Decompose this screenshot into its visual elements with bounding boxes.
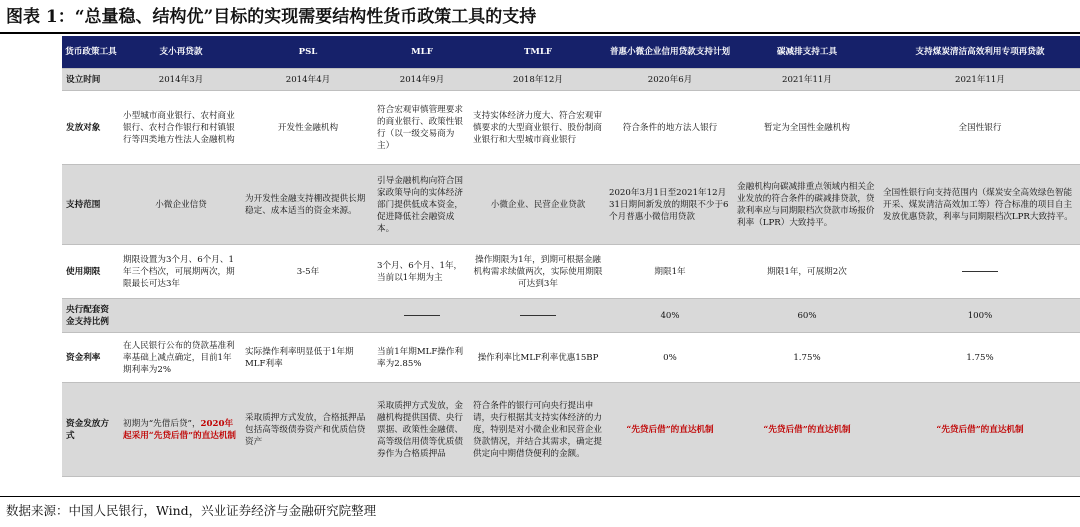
- table-cell: 2014年9月: [374, 69, 470, 91]
- header-psl: PSL: [242, 36, 374, 69]
- title-rule: [0, 32, 1080, 34]
- table-cell: 2021年11月: [880, 69, 1080, 91]
- fund-first-red-text: 2020年起采用“先贷后借”的直达机制: [123, 418, 237, 441]
- table-row: [62, 91, 1080, 165]
- table-row: [62, 299, 1080, 333]
- header-carbon-tool: 碳减排支持工具: [734, 36, 880, 69]
- table-cell: 3个月、6个月、1年，当前以1年期为主: [374, 245, 470, 299]
- table-cell: 1.75%: [734, 333, 880, 383]
- row-label: 设立时间: [62, 69, 120, 91]
- table-cell: 期限设置为3个月、6个月、1年三个档次，可展期两次，期限最长可达3年: [120, 245, 242, 299]
- table-cell: 60%: [734, 299, 880, 333]
- table-cell: 2020年6月: [606, 69, 734, 91]
- table-cell: 1.75%: [880, 333, 1080, 383]
- table-cell: “先贷后借”的直达机制: [606, 383, 734, 477]
- policy-tools-table: [62, 36, 1080, 477]
- table-cell: 100%: [880, 299, 1080, 333]
- header-inclusive-credit: 普惠小微企业信用贷款支持计划: [606, 36, 734, 69]
- table-cell: 2014年4月: [242, 69, 374, 91]
- table-cell: 符合宏观审慎管理要求的商业银行、政策性银行（以一级交易商为主）: [374, 91, 470, 165]
- table-cell: 小型城市商业银行、农村商业银行、农村合作银行和村镇银行等四类地方性法人金融机构: [120, 91, 242, 165]
- row-label: 资金发放方式: [62, 383, 120, 477]
- header-small-relending: 支小再贷款: [120, 36, 242, 69]
- row-label: 资金利率: [62, 333, 120, 383]
- header-tool: 货币政策工具: [62, 36, 120, 69]
- table-cell: [242, 299, 374, 333]
- table-cell: 符合条件的地方法人银行: [606, 91, 734, 165]
- table-row: [62, 245, 1080, 299]
- table-cell: 操作利率比MLF利率优惠15BP: [470, 333, 606, 383]
- table-row: [62, 383, 1080, 477]
- dash-mark: [962, 271, 998, 272]
- row-label: 央行配套资金支持比例: [62, 299, 120, 333]
- table-cell: 全国性银行向支持范围内（煤炭安全高效绿色智能开采、煤炭清洁高效加工等）符合标准的项目自主发放优惠贷款，利率与同期限档次LPR大致持平。: [880, 165, 1080, 245]
- row-label: 发放对象: [62, 91, 120, 165]
- table-cell: 2021年11月: [734, 69, 880, 91]
- table-cell: 期限1年，可展期2次: [734, 245, 880, 299]
- header-coal-relending: 支持煤炭清洁高效利用专项再贷款: [880, 36, 1080, 69]
- table-cell: 40%: [606, 299, 734, 333]
- table-cell: “先贷后借”的直达机制: [734, 383, 880, 477]
- table-cell: [120, 299, 242, 333]
- table-cell: 采取质押方式发放，金融机构提供国债、央行票据、政策性金融债、高等级信用债等优质债券作为合格质押品: [374, 383, 470, 477]
- table-cell: 金融机构向碳减排重点领域内相关企业发放的符合条件的碳减排贷款，贷款利率应与同期限档次贷款市场报价利率（LPR）大致持平。: [734, 165, 880, 245]
- table-cell: 2018年12月: [470, 69, 606, 91]
- dash-mark: [520, 315, 556, 316]
- table-cell: 0%: [606, 333, 734, 383]
- table-cell: 为开发性金融支持棚改提供长期稳定、成本适当的资金来源。: [242, 165, 374, 245]
- table-cell: 2020年3月1日至2021年12月31日期间新发放的期限不少于6个月普惠小微信用贷款: [606, 165, 734, 245]
- table-cell: 实际操作利率明显低于1年期MLF利率: [242, 333, 374, 383]
- source-note: 数据来源：中国人民银行，Wind，兴业证券经济与金融研究院整理: [6, 503, 377, 518]
- table-cell: 2014年3月: [120, 69, 242, 91]
- table-cell: 暂定为全国性金融机构: [734, 91, 880, 165]
- header-mlf: MLF: [374, 36, 470, 69]
- table-cell: 引导金融机构向符合国家政策导向的实体经济部门提供低成本资金，促进降低社会融资成本。: [374, 165, 470, 245]
- table-cell: 小微企业、民营企业贷款: [470, 165, 606, 245]
- table-cell: 当前1年期MLF操作利率为2.85%: [374, 333, 470, 383]
- table-cell: [374, 299, 470, 333]
- table-cell: 在人民银行公布的贷款基准利率基础上减点确定，目前1年期利率为2%: [120, 333, 242, 383]
- table-cell: 开发性金融机构: [242, 91, 374, 165]
- row-label: 使用期限: [62, 245, 120, 299]
- table-row: [62, 69, 1080, 91]
- header-tmlf: TMLF: [470, 36, 606, 69]
- table-row: [62, 333, 1080, 383]
- table-cell: 操作期限为1年，到期可根据金融机构需求续做两次，实际使用期限可达到3年: [470, 245, 606, 299]
- figure-title: 图表 1：“总量稳、结构优”目标的实现需要结构性货币政策工具的支持: [6, 7, 537, 27]
- table-cell: 支持实体经济力度大、符合宏观审慎要求的大型商业银行、股份制商业银行和大型城市商业银行: [470, 91, 606, 165]
- table-cell: [120, 383, 242, 477]
- table-cell: [880, 245, 1080, 299]
- table-header-row: [62, 36, 1080, 69]
- table-cell: 小微企业信贷: [120, 165, 242, 245]
- fund-first-text: 初期为“先借后贷”，: [123, 418, 201, 429]
- table-cell: 全国性银行: [880, 91, 1080, 165]
- row-label: 支持范围: [62, 165, 120, 245]
- footer-rule: [0, 496, 1080, 497]
- table-row: [62, 165, 1080, 245]
- table-cell: 采取质押方式发放，合格抵押品包括高等级债券资产和优质信贷资产: [242, 383, 374, 477]
- table-cell: 期限1年: [606, 245, 734, 299]
- table-cell: “先贷后借”的直达机制: [880, 383, 1080, 477]
- table-cell: 符合条件的银行可向央行提出申请，央行根据其支持实体经济的力度，特别是对小微企业和民营企业贷款情况，并结合其需求，确定提供定向中期借贷便利的金额。: [470, 383, 606, 477]
- dash-mark: [404, 315, 440, 316]
- table-cell: 3-5年: [242, 245, 374, 299]
- table-cell: [470, 299, 606, 333]
